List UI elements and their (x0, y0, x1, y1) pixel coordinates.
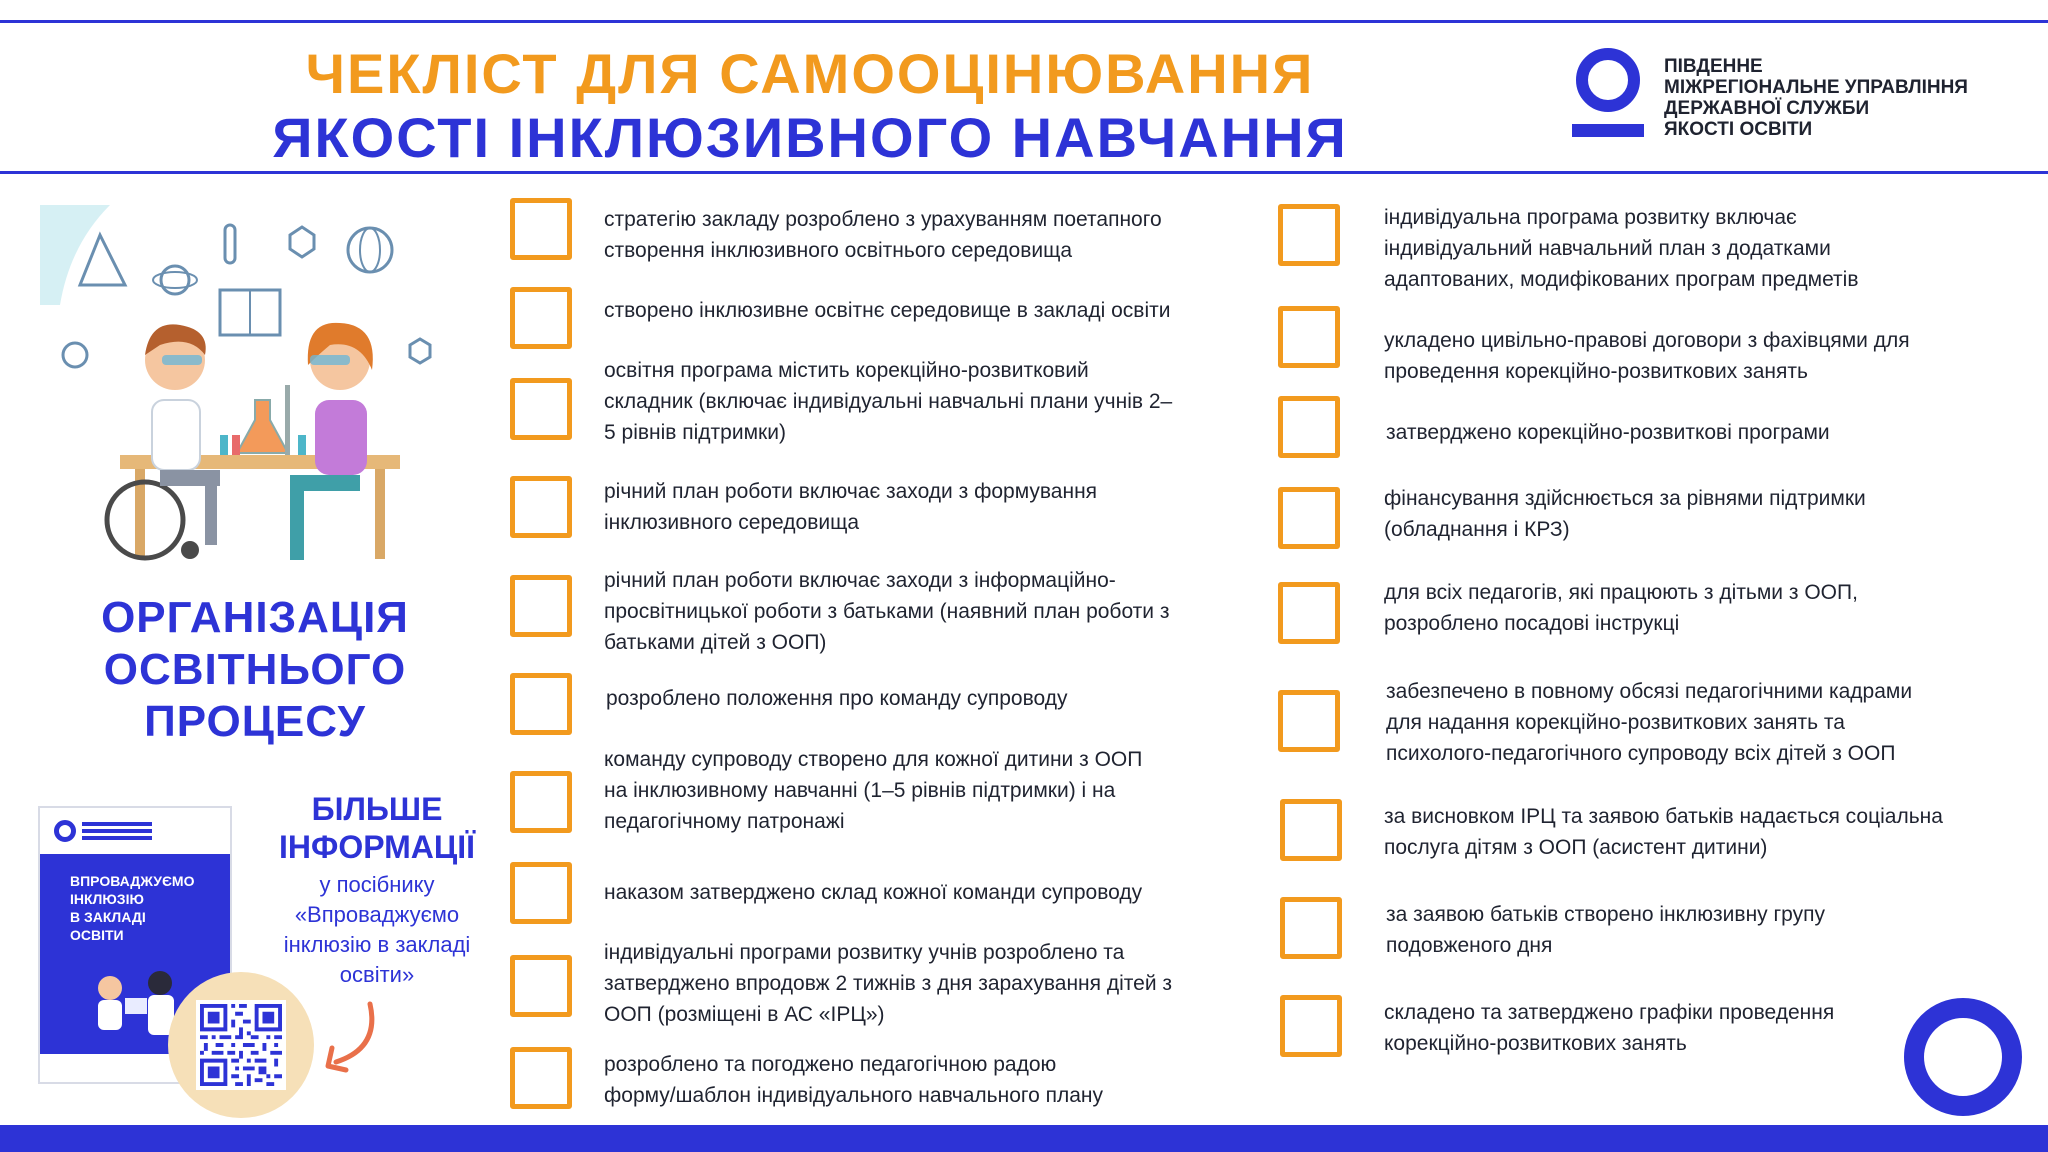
more-info-line: освіти» (339, 962, 415, 987)
checklist-item (604, 355, 1254, 448)
checkbox[interactable] (510, 575, 572, 637)
item-line: (обладнання і КРЗ) (1384, 518, 1570, 541)
organization-name (1664, 56, 2024, 140)
checklist-item (604, 937, 1254, 1030)
item-line: розроблено посадові інструкці (1384, 612, 1680, 635)
item-line: на інклюзивному навчанні (1–5 рівнів підтримки) і на (604, 779, 1116, 802)
top-divider (0, 20, 2048, 23)
checkbox[interactable] (1280, 897, 1342, 959)
checklist-item (604, 204, 1254, 266)
item-line: затверджено впродовж 2 тижнів з дня зарахування дітей з (604, 972, 1173, 995)
more-info-line: у посібнику (319, 872, 435, 897)
checkbox[interactable] (1278, 487, 1340, 549)
item-line: проведення корекційно-розвиткових занять (1384, 360, 1808, 383)
checkbox[interactable] (1280, 799, 1342, 861)
checkbox[interactable] (510, 287, 572, 349)
org-line: ДЕРЖАВНОЇ СЛУЖБИ (1664, 98, 1870, 119)
arrow-icon (318, 998, 388, 1078)
checklist-item (604, 1049, 1254, 1111)
footer-bar (0, 1125, 2048, 1152)
title-line-1: ЧЕКЛІСТ ДЛЯ САМООЦІНЮВАННЯ (305, 42, 1315, 105)
org-line: МІЖРЕГІОНАЛЬНЕ УПРАВЛІННЯ (1664, 77, 1968, 98)
section-title-line: ПРОЦЕСУ (144, 697, 366, 746)
item-line: річний план роботи включає заходи з формування (604, 480, 1098, 503)
checkbox[interactable] (1278, 582, 1340, 644)
item-line: забезпечено в повному обсязі педагогічними кадрами (1386, 680, 1913, 703)
section-title-line: ОСВІТНЬОГО (103, 645, 407, 694)
booklet-title-line: ОСВІТИ (70, 927, 124, 943)
checklist-item (604, 744, 1254, 837)
checklist-item (1384, 202, 2024, 295)
item-line: індивідуальний навчальний план з додатками (1384, 237, 1831, 260)
item-line: послуга дітям з ООП (асистент дитини) (1384, 836, 1768, 859)
item-line: ООП (розміщені в АС «ІРЦ») (604, 1003, 885, 1026)
checklist-item (604, 476, 1254, 538)
section-title-line: ОРГАНІЗАЦІЯ (101, 593, 409, 642)
org-line: ЯКОСТІ ОСВІТИ (1664, 119, 1813, 140)
item-line: укладено цивільно-правові договори з фахівцями для (1384, 329, 1910, 352)
checkbox[interactable] (510, 771, 572, 833)
booklet-title-line: ІНКЛЮЗІЮ (70, 891, 144, 907)
qr-code-icon[interactable] (196, 1000, 286, 1090)
page-title (230, 42, 1390, 170)
checkbox[interactable] (510, 476, 572, 538)
item-line: подовженого дня (1386, 934, 1553, 957)
more-info-callout (262, 790, 492, 990)
checkbox[interactable] (1278, 306, 1340, 368)
checklist-item (1384, 325, 2024, 387)
checklist-item (604, 295, 1254, 326)
more-info-line: БІЛЬШЕ (311, 791, 443, 827)
checklist-item (1384, 801, 2024, 863)
more-info-line: інклюзію в закладі (283, 932, 471, 957)
students-lab-illustration (40, 205, 440, 565)
checklist-item (1384, 483, 2024, 545)
item-line: психолого-педагогічного супроводу всіх дітей з ООП (1386, 742, 1896, 765)
checklist-item (1386, 676, 2026, 769)
item-line: інклюзивного середовища (604, 511, 860, 534)
item-line: корекційно-розвиткових занять (1384, 1032, 1687, 1055)
item-line: батьками дітей з ООП) (604, 631, 827, 654)
item-line: розроблено та погоджено педагогічною радою (604, 1053, 1057, 1076)
checkbox[interactable] (510, 1047, 572, 1109)
item-line: складено та затверджено графіки проведення (1384, 1001, 1835, 1024)
booklet-title-line: В ЗАКЛАДІ (70, 909, 146, 925)
item-line: адаптованих, модифікованих програм предметів (1384, 268, 1859, 291)
item-line: для надання корекційно-розвиткових занять та (1386, 711, 1845, 734)
checkbox[interactable] (510, 673, 572, 735)
item-line: команду супроводу створено для кожної дитини з ООП (604, 748, 1143, 771)
checkbox[interactable] (1280, 995, 1342, 1057)
item-line: фінансування здійснюється за рівнями підтримки (1384, 487, 1866, 510)
item-line: створено інклюзивне освітнє середовище в закладі освіти (604, 299, 1171, 322)
checkbox[interactable] (510, 862, 572, 924)
checklist-item (604, 877, 1254, 908)
checkbox[interactable] (1278, 396, 1340, 458)
item-line: форму/шаблон індивідуального навчального плану (604, 1084, 1103, 1107)
logo-icon (1572, 48, 1644, 140)
item-line: складник (включає індивідуальні навчальні плани учнів 2– (604, 390, 1173, 413)
qr-code-badge[interactable] (168, 972, 314, 1118)
checkbox[interactable] (510, 955, 572, 1017)
checkbox[interactable] (510, 378, 572, 440)
item-line: розроблено положення про команду супроводу (606, 687, 1068, 710)
booklet-title-line: ВПРОВАДЖУЄМО (70, 873, 195, 889)
ring-decoration-icon (1904, 998, 2022, 1116)
booklet-title (70, 872, 220, 944)
item-line: за висновком ІРЦ та заявою батьків надається соціальна (1384, 805, 1943, 828)
checkbox[interactable] (1278, 204, 1340, 266)
more-info-line: ІНФОРМАЦІЇ (279, 829, 475, 865)
item-line: для всіх педагогів, які працюють з дітьми з ООП, (1384, 581, 1858, 604)
section-title (40, 592, 470, 748)
item-line: педагогічному патронажі (604, 810, 845, 833)
title-line-2: ЯКОСТІ ІНКЛЮЗИВНОГО НАВЧАННЯ (272, 106, 1348, 169)
checkbox[interactable] (510, 198, 572, 260)
item-line: освітня програма містить корекційно-розвитковий (604, 359, 1089, 382)
booklet-logo-icon (54, 820, 76, 842)
item-line: індивідуальна програма розвитку включає (1384, 206, 1797, 229)
more-info-line: «Впроваджуємо (294, 902, 460, 927)
item-line: наказом затверджено склад кожної команди супроводу (604, 881, 1143, 904)
item-line: за заявою батьків створено інклюзивну групу (1386, 903, 1825, 926)
header-divider (0, 171, 2048, 174)
checklist-item (1386, 899, 2026, 961)
item-line: створення інклюзивного освітнього середовища (604, 239, 1073, 262)
checklist-item (606, 683, 1256, 714)
checklist-item (1384, 577, 2024, 639)
org-line: ПІВДЕННЕ (1664, 56, 1763, 77)
item-line: затверджено корекційно-розвиткові програми (1386, 421, 1830, 444)
item-line: індивідуальні програми розвитку учнів розроблено та (604, 941, 1125, 964)
item-line: стратегію закладу розроблено з урахуванням поетапного (604, 208, 1162, 231)
checklist-item (1386, 417, 2026, 448)
checkbox[interactable] (1278, 690, 1340, 752)
item-line: 5 рівнів підтримки) (604, 421, 786, 444)
checklist-item (604, 565, 1254, 658)
item-line: просвітницької роботи з батьками (наявний план роботи з (604, 600, 1170, 623)
item-line: річний план роботи включає заходи з інформаційно- (604, 569, 1116, 592)
